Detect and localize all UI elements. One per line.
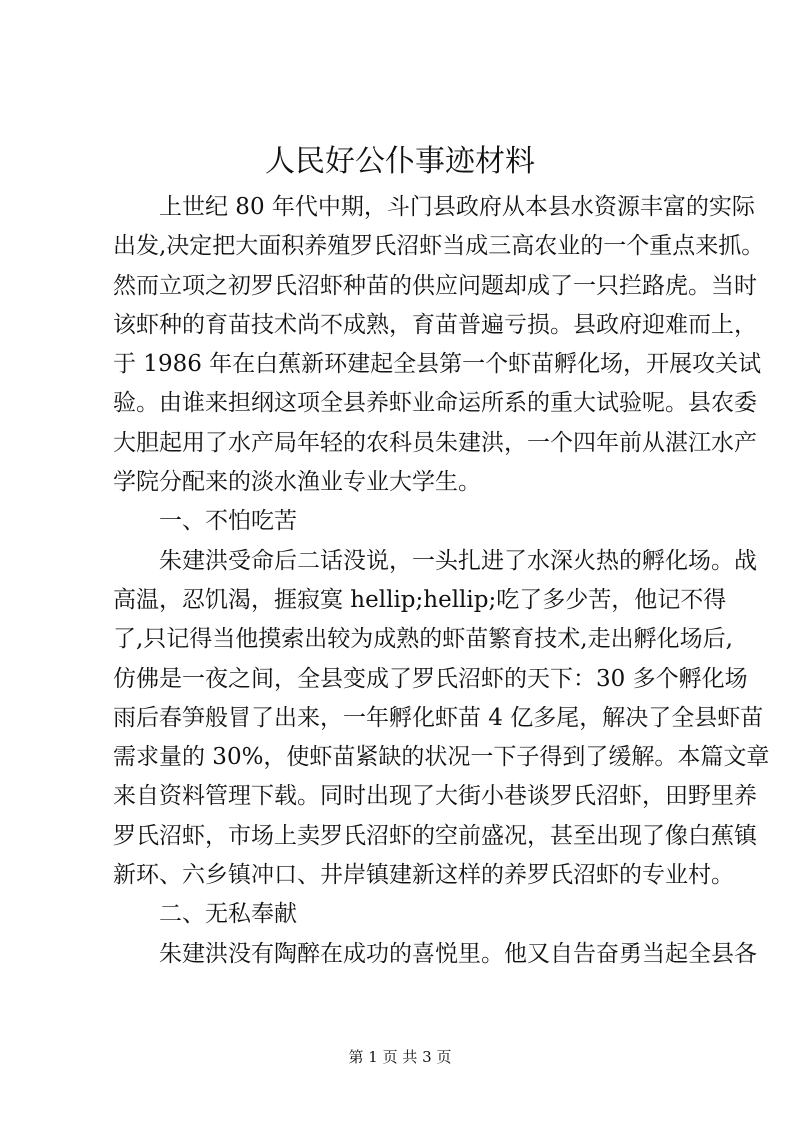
body-line-4: 该虾种的育苗技术尚不成熟，育苗普遍亏损。县政府迎难而上， [113,311,757,338]
body-line-11: 高温，忍饥渴，捱寂寞 hellip;hellip;吃了多少苦，他记不得 [113,586,727,613]
page-footer: 第 1 页 共 3 页 [348,1048,452,1066]
body-line-5: 于 1986 年在白蕉新环建起全县第一个虾苗孵化场，开展攻关试 [113,351,762,378]
body-line-16: 来自资料管理下载。同时出现了大街小巷谈罗氏沼虾，田野里养 [113,783,757,810]
section-heading-2: 二、无私奉献 [159,901,297,928]
body-line-1: 上世纪 80 年代中期，斗门县政府从本县水资源丰富的实际 [159,194,755,220]
body-line-14: 雨后春笋般冒了出来，一年孵化虾苗 4 亿多尾，解决了全县虾苗 [113,704,764,731]
page-title: 人民好公仆事迹材料 [265,144,535,179]
body-line-6: 验。由谁来担纲这项全县养虾业命运所系的重大试验呢。县农委 [113,390,757,417]
body-line-17: 罗氏沼虾，市场上卖罗氏沼虾的空前盛况，甚至出现了像白蕉镇 [113,822,757,849]
body-line-7: 大胆起用了水产局年轻的农科员朱建洪，一个四年前从湛江水产 [113,429,757,456]
body-line-10: 朱建洪受命后二话没说，一头扎进了水深火热的孵化场。战 [159,547,757,574]
body-line-13: 仿佛是一夜之间，全县变成了罗氏沼虾的天下：30 多个孵化场 [113,665,748,692]
body-line-15: 需求量的 30%，使虾苗紧缺的状况一下子得到了缓解。本篇文章 [113,744,770,771]
document-body [113,188,770,974]
body-line-3: 然而立项之初罗氏沼虾种苗的供应问题却成了一只拦路虎。当时 [113,272,757,299]
body-line-8: 学院分配来的淡水渔业专业大学生。 [113,469,481,496]
body-line-20: 朱建洪没有陶醉在成功的喜悦里。他又自告奋勇当起全县各 [159,940,757,967]
body-line-2: 出发,决定把大面积养殖罗氏沼虾当成三高农业的一个重点来抓。 [113,233,765,260]
body-line-12: 了,只记得当他摸索出较为成熟的虾苗繁育技术,走出孵化场后, [113,626,733,653]
section-heading-1: 一、不怕吃苦 [159,508,297,535]
body-line-18: 新环、六乡镇冲口、井岸镇建新这样的养罗氏沼虾的专业村。 [113,862,734,889]
